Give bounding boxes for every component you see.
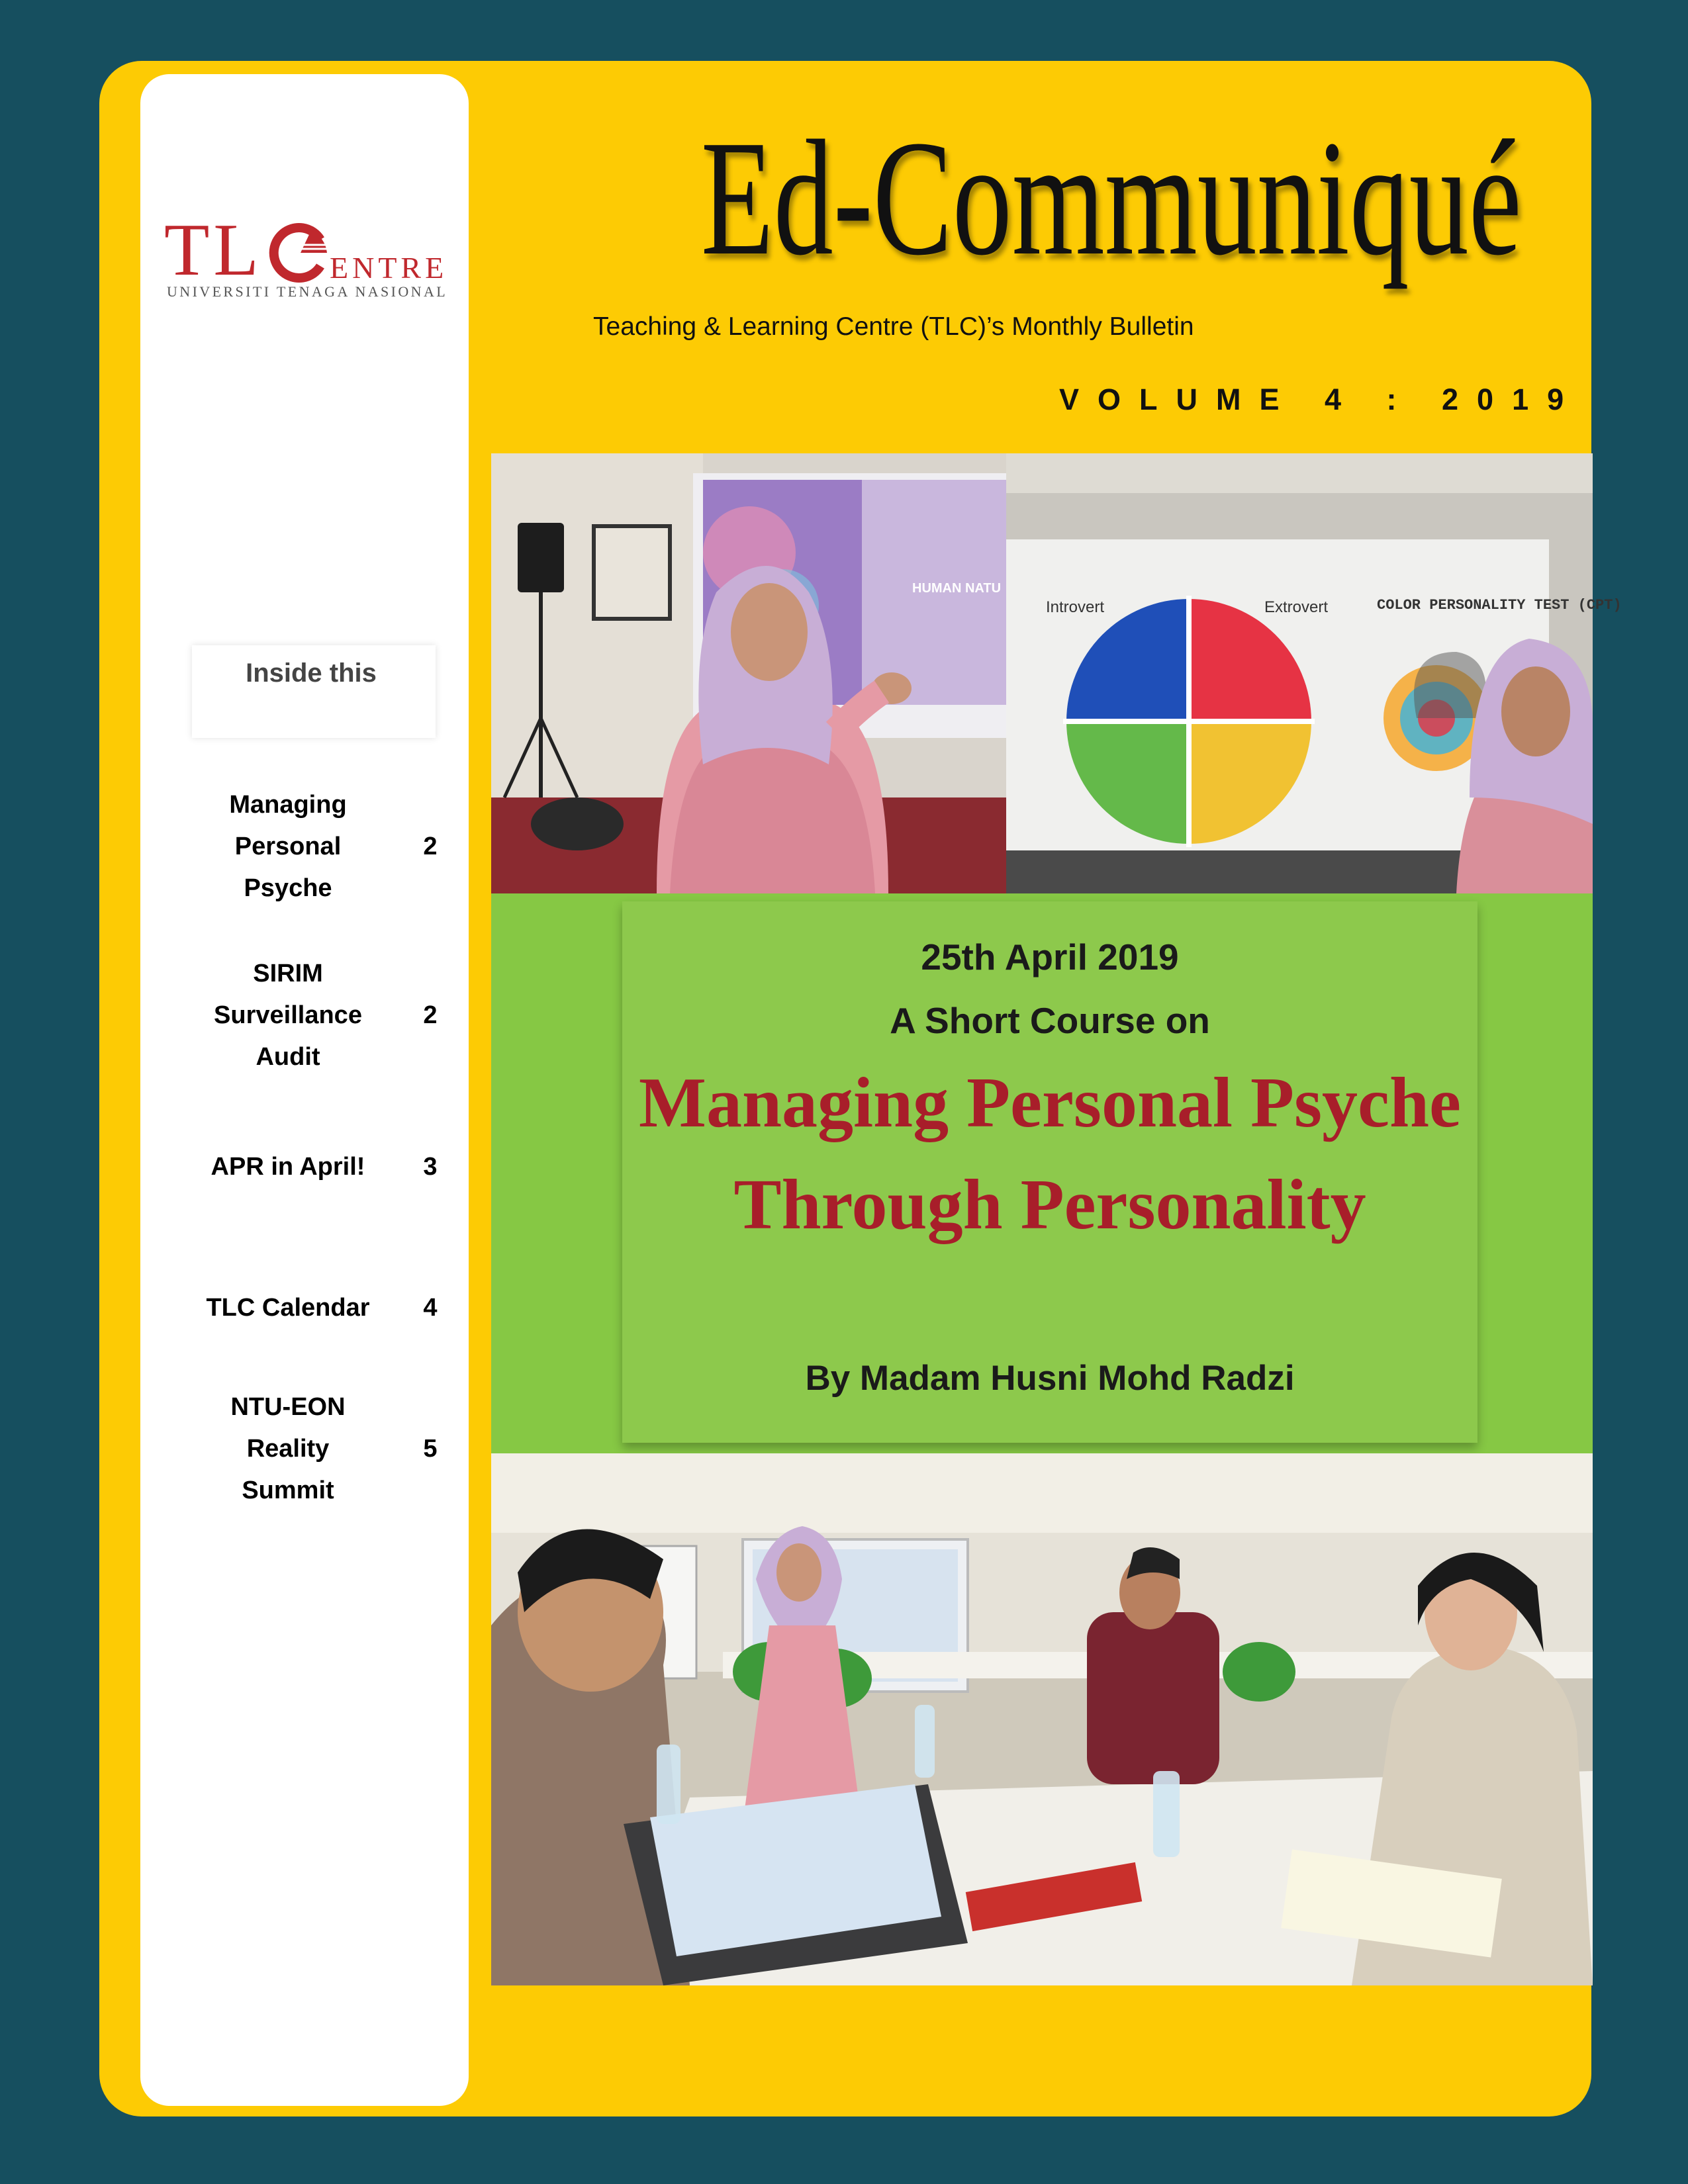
feature-headline: Managing Personal Psyche Through Personality — [639, 1064, 1461, 1244]
toc-label: TLC Calendar — [206, 1294, 370, 1322]
extrovert-label: Extrovert — [1264, 598, 1329, 616]
toc-item-ntu-eon[interactable] — [179, 1387, 450, 1512]
toc-label: Managing — [229, 791, 347, 819]
toc-label: Audit — [256, 1043, 320, 1071]
toc-label: Psyche — [244, 874, 332, 902]
slide-text: HUMAN NATU — [912, 581, 1002, 596]
toc-label: Reality — [246, 1435, 330, 1463]
feature-date: 25th April 2019 — [921, 936, 1179, 978]
toc-page-number: 2 — [423, 1001, 438, 1029]
photo-slide — [1006, 453, 1622, 893]
logo-c-icon — [271, 225, 327, 281]
introvert-label: Introvert — [1046, 598, 1105, 616]
toc-item-managing[interactable] — [179, 784, 450, 910]
toc-label: SIRIM — [253, 960, 323, 987]
toc-label: NTU-EON — [230, 1393, 346, 1421]
volume-label: VOLUME 4 : 2019 — [1059, 383, 1583, 416]
toc-label: Summit — [242, 1477, 334, 1504]
sidebar — [140, 74, 469, 2106]
feature-byline: By Madam Husni Mohd Radzi — [805, 1359, 1295, 1398]
toc-page-number: 2 — [423, 833, 438, 860]
toc-page-number: 5 — [423, 1435, 438, 1463]
toc-label: APR in April! — [211, 1153, 365, 1181]
logo-university: UNIVERSITI TENAGA NASIONAL — [167, 283, 448, 300]
masthead-subtitle: Teaching & Learning Centre (TLC)’s Monthly Bulletin — [593, 312, 1194, 341]
logo-suffix: ENTRE — [330, 251, 448, 285]
toc-item-calendar[interactable] — [179, 1287, 450, 1329]
toc-label: Personal — [234, 833, 342, 860]
photo-presenter — [491, 453, 1006, 893]
cpt-title: COLOR PERSONALITY TEST (CPT) — [1377, 597, 1622, 614]
inside-title: Inside this — [246, 659, 377, 688]
toc-label: Surveillance — [214, 1001, 362, 1029]
logo-letters: TL — [164, 209, 263, 291]
toc-page-number: 4 — [423, 1294, 438, 1322]
toc-page-number: 3 — [423, 1153, 438, 1181]
tlc-logo — [164, 209, 449, 300]
feature-course: A Short Course on — [890, 1000, 1210, 1041]
toc-item-sirim[interactable] — [179, 953, 450, 1079]
toc-item-apr[interactable] — [179, 1146, 450, 1188]
masthead-title: Ed-Communiqué — [700, 107, 1522, 290]
feature-card — [622, 901, 1477, 1443]
photo-workshop — [491, 1453, 1593, 1985]
